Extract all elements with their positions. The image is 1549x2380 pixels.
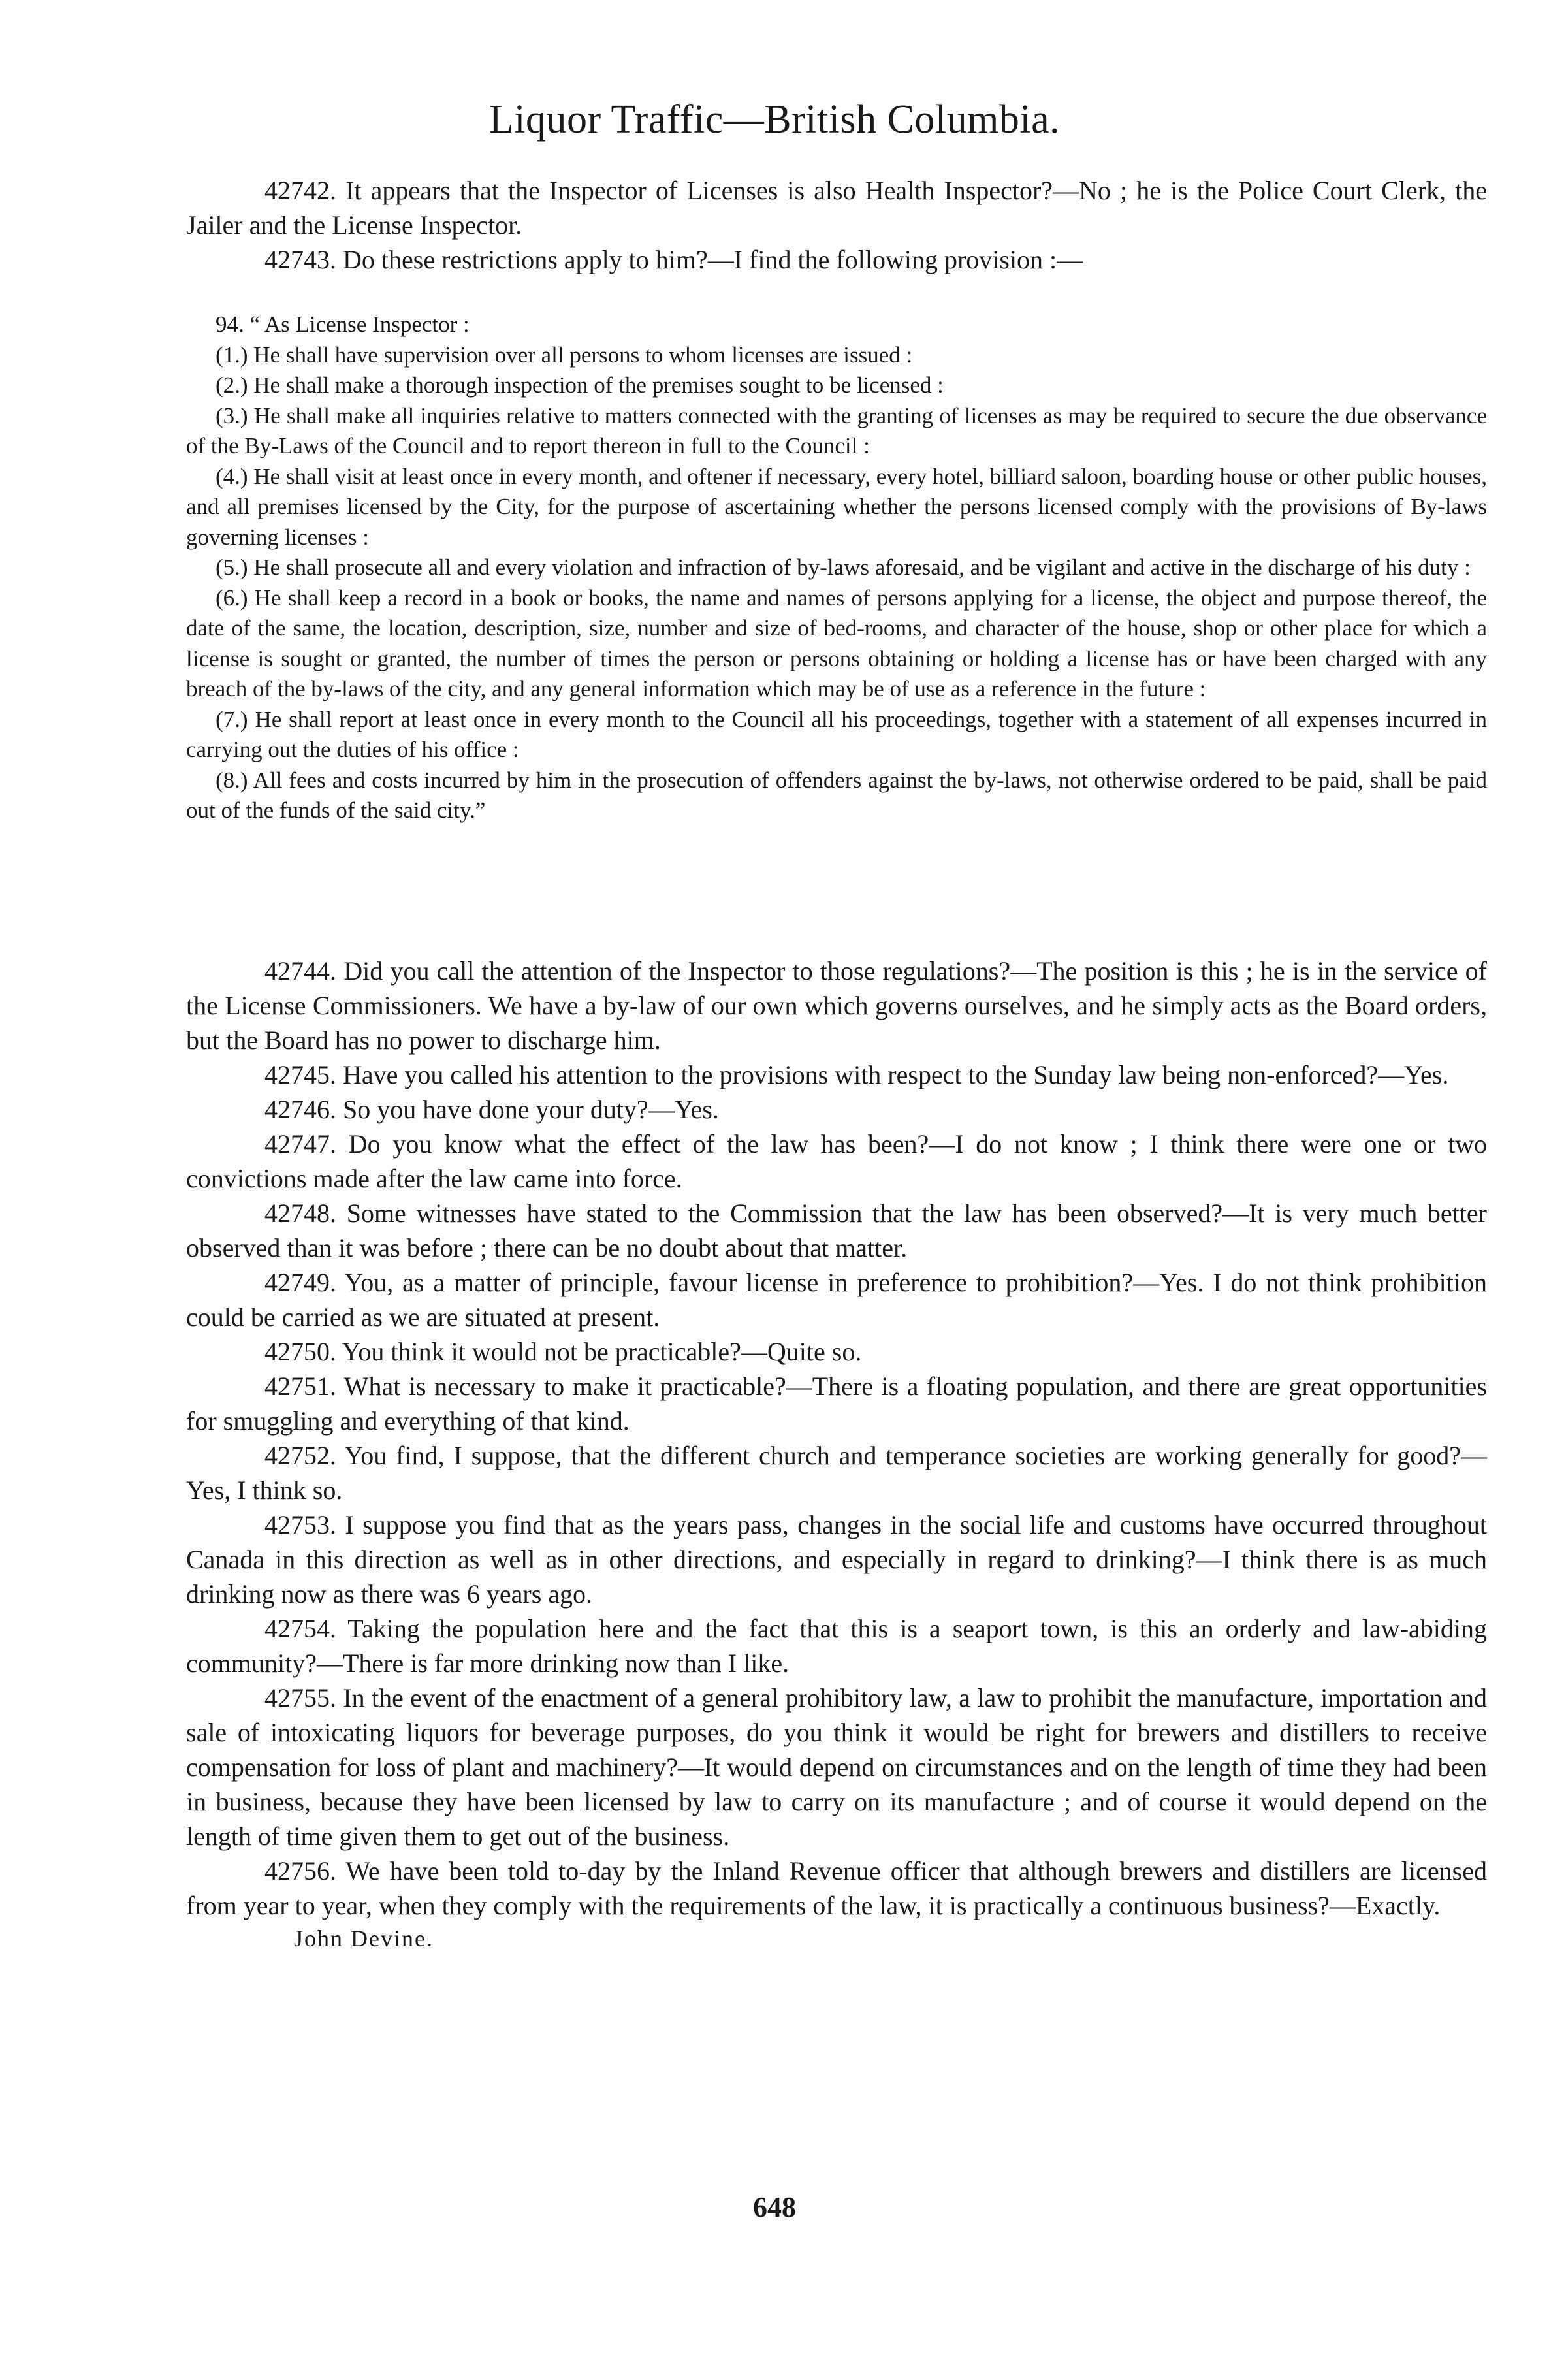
page-number: 648: [753, 2191, 796, 2223]
provision-item: (4.) He shall visit at least once in every month, and oftener if necessary, every hotel, billiard saloon, boarding house or other public houses, and all premises licensed by the City, for the purpose of ascertaining whether the persons licensed comply with the provisions of By-laws governing licenses :: [186, 463, 1487, 550]
provision-item: (5.) He shall prosecute all and every violation and infraction of by-laws aforesaid, and be vigilant and active in the discharge of his duty :: [216, 555, 1471, 580]
testimony-paragraph: 42753. I suppose you find that as the years pass, changes in the social life and customs have occurred throughout Canada in this direction as well as in other directions, and especially in regard to drinking?—I think there is as much drinking now as there was 6 years ago.: [186, 1510, 1487, 1609]
provision-item: (1.) He shall have supervision over all persons to whom licenses are issued :: [216, 342, 913, 368]
provision-item: (8.) All fees and costs incurred by him in the prosecution of offenders against the by-laws, not otherwise ordered to be paid, shall be paid out of the funds of the said city.”: [186, 767, 1487, 823]
provision-item: (7.) He shall report at least once in every month to the Council all his proceedings, together with a statement of all expenses incurred in carrying out the duties of his office :: [186, 706, 1487, 762]
provision-item: (3.) He shall make all inquiries relative to matters connected with the granting of licenses as may be required to secure the due observance of the By-Laws of the Council and to report thereon in full to the Council :: [186, 402, 1487, 458]
main-testimony: [186, 954, 1487, 1954]
top-testimony: [186, 173, 1487, 277]
page-title: Liquor Traffic—British Columbia.: [488, 97, 1061, 142]
testimony-paragraph: 42750. You think it would not be practicable?—Quite so.: [264, 1337, 862, 1366]
testimony-paragraph: 42756. We have been told to-day by the Inland Revenue officer that although brewers and distillers are licensed from year to year, when they comply with the requirements of the law, it is practically a continuous business?—Exactly.: [186, 1856, 1487, 1920]
testimony-paragraph: 42751. What is necessary to make it practicable?—There is a floating population, and there are great opportunities for smuggling and everything of that kind.: [186, 1372, 1487, 1436]
testimony-paragraph: 42746. So you have done your duty?—Yes.: [264, 1095, 719, 1124]
testimony-paragraph: 42754. Taking the population here and the fact that this is a seaport town, is this an orderly and law-abiding community?—There is far more drinking now than I like.: [186, 1614, 1487, 1678]
testimony-paragraph: 42752. You find, I suppose, that the different church and temperance societies are working generally for good?—Yes, I think so.: [186, 1441, 1487, 1505]
provision-heading: 94. “ As License Inspector :: [216, 312, 470, 337]
testimony-paragraph: 42749. You, as a matter of principle, favour license in preference to prohibition?—Yes. I do not think prohibition could be carried as we are situated at present.: [186, 1268, 1487, 1332]
witness-signature: John Devine.: [294, 1925, 434, 1952]
testimony-paragraph: 42748. Some witnesses have stated to the Commission that the law has been observed?—It is very much better observed than it was before ; there can be no doubt about that matter.: [186, 1198, 1487, 1262]
testimony-paragraph: 42742. It appears that the Inspector of Licenses is also Health Inspector?—No ; he is the Police Court Clerk, the Jailer and the License Inspector.: [186, 176, 1487, 240]
provision-item: (2.) He shall make a thorough inspection of the premises sought to be licensed :: [216, 372, 944, 398]
bylaw-provisions: [186, 310, 1487, 826]
testimony-paragraph: 42743. Do these restrictions apply to him?—I find the following provision :—: [264, 245, 1083, 274]
testimony-paragraph: 42755. In the event of the enactment of a general prohibitory law, a law to prohibit the manufacture, importation and sale of intoxicating liquors for beverage purposes, do you think it would be right for brewers and distillers to receive compensation for loss of plant and machinery?—It would depend on circumstances and on the length of time they had been in business, because they have been licensed by law to carry on its manufacture ; and of course it would depend on the length of time given them to get out of the business.: [186, 1683, 1487, 1851]
provision-item: (6.) He shall keep a record in a book or books, the name and names of persons applying for a license, the object and purpose thereof, the date of the same, the location, description, size, number and size of bed-rooms, and character of the house, shop or other place for which a license is sought or granted, the number of times the person or persons obtaining or holding a license has or have been charged with any breach of the by-laws of the city, and any general information which may be of use as a reference in the future :: [186, 585, 1487, 701]
testimony-paragraph: 42747. Do you know what the effect of the law has been?—I do not know ; I think there were one or two convictions made after the law came into force.: [186, 1129, 1487, 1193]
testimony-paragraph: 42745. Have you called his attention to the provisions with respect to the Sunday law being non-enforced?—Yes.: [264, 1060, 1449, 1089]
testimony-paragraph: 42744. Did you call the attention of the Inspector to those regulations?—The position is this ; he is in the service of the License Commissioners. We have a by-law of our own which governs ourselves, and he simply acts as the Board orders, but the Board has no power to discharge him.: [186, 956, 1487, 1055]
